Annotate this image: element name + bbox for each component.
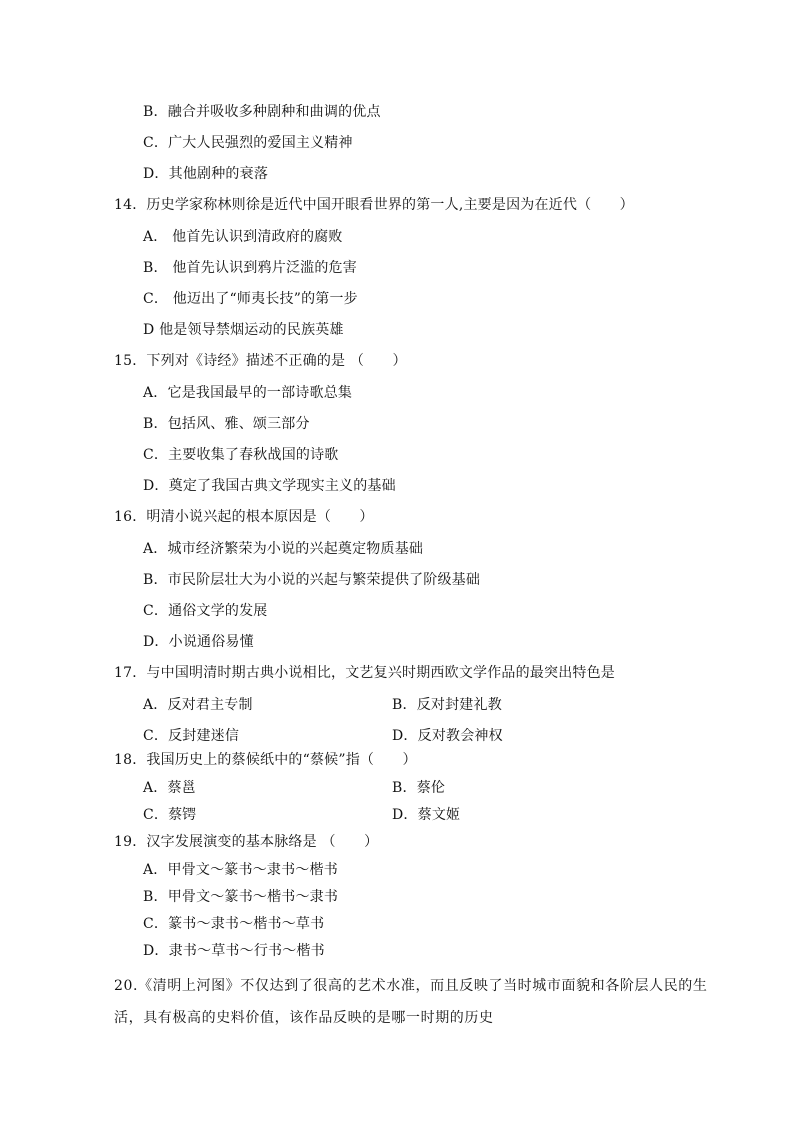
question-20-line-1: 20.《清明上河图》不仅达到了很高的艺术水准，而且反映了当时城市面貌和各阶层人民的生	[114, 978, 708, 994]
option-17-d: D．反对教会神权	[392, 728, 503, 744]
question-20-line-2: 活，具有极高的史料价值，该作品反映的是哪一时期的历史	[114, 1010, 494, 1026]
option-15-a: A．它是我国最早的一部诗歌总集	[143, 385, 353, 401]
question-18: 18．我国历史上的蔡候纸中的“蔡候”指（ ）	[114, 752, 417, 768]
option-15-b: B．包括风、雅、颂三部分	[143, 416, 310, 432]
option-19-d: D．隶书～草书～行书～楷书	[143, 943, 325, 959]
question-15: 15．下列对《诗经》描述不正确的是 （ ）	[114, 353, 407, 369]
option-19-b: B．甲骨文～篆书～楷书～隶书	[143, 889, 339, 905]
option-13-d: D．其他剧种的衰落	[143, 166, 269, 182]
option-19-a: A．甲骨文～篆书～隶书～楷书	[143, 862, 338, 878]
option-18-c: C．蔡锷	[143, 807, 197, 823]
option-14-c: C． 他迈出了“师夷长技”的第一步	[143, 291, 358, 307]
option-16-a: A．城市经济繁荣为小说的兴起奠定物质基础	[143, 541, 424, 557]
question-16: 16．明清小说兴起的根本原因是（ ）	[114, 509, 374, 525]
question-17: 17．与中国明清时期古典小说相比，文艺复兴时期西欧文学作品的最突出特色是	[114, 665, 616, 681]
option-14-a: A． 他首先认识到清政府的腐败	[143, 229, 343, 245]
option-13-b: B．融合并吸收多种剧种和曲调的优点	[143, 104, 381, 120]
option-16-c: C．通俗文学的发展	[143, 603, 268, 619]
option-18-a: A．蔡邕	[143, 780, 196, 796]
question-19: 19．汉字发展演变的基本脉络是 （ ）	[114, 834, 379, 850]
option-14-d: D 他是领导禁烟运动的民族英雄	[143, 322, 344, 338]
option-18-d: D．蔡文姬	[392, 807, 461, 823]
question-14: 14．历史学家称林则徐是近代中国开眼看世界的第一人,主要是因为在近代（ ）	[114, 197, 634, 213]
option-16-d: D．小说通俗易懂	[143, 634, 254, 650]
option-19-c: C．篆书～隶书～楷书～草书	[143, 916, 325, 932]
option-15-c: C．主要收集了春秋战国的诗歌	[143, 447, 339, 463]
option-16-b: B．市民阶层壮大为小说的兴起与繁荣提供了阶级基础	[143, 572, 481, 588]
option-18-b: B．蔡伦	[392, 780, 446, 796]
option-13-c: C．广大人民强烈的爱国主义精神	[143, 135, 353, 151]
option-14-b: B． 他首先认识到鸦片泛滥的危害	[143, 260, 357, 276]
option-17-c: C．反封建迷信	[143, 728, 240, 744]
option-17-b: B．反对封建礼教	[392, 697, 502, 713]
option-17-a: A．反对君主专制	[143, 697, 253, 713]
option-15-d: D．奠定了我国古典文学现实主义的基础	[143, 478, 396, 494]
